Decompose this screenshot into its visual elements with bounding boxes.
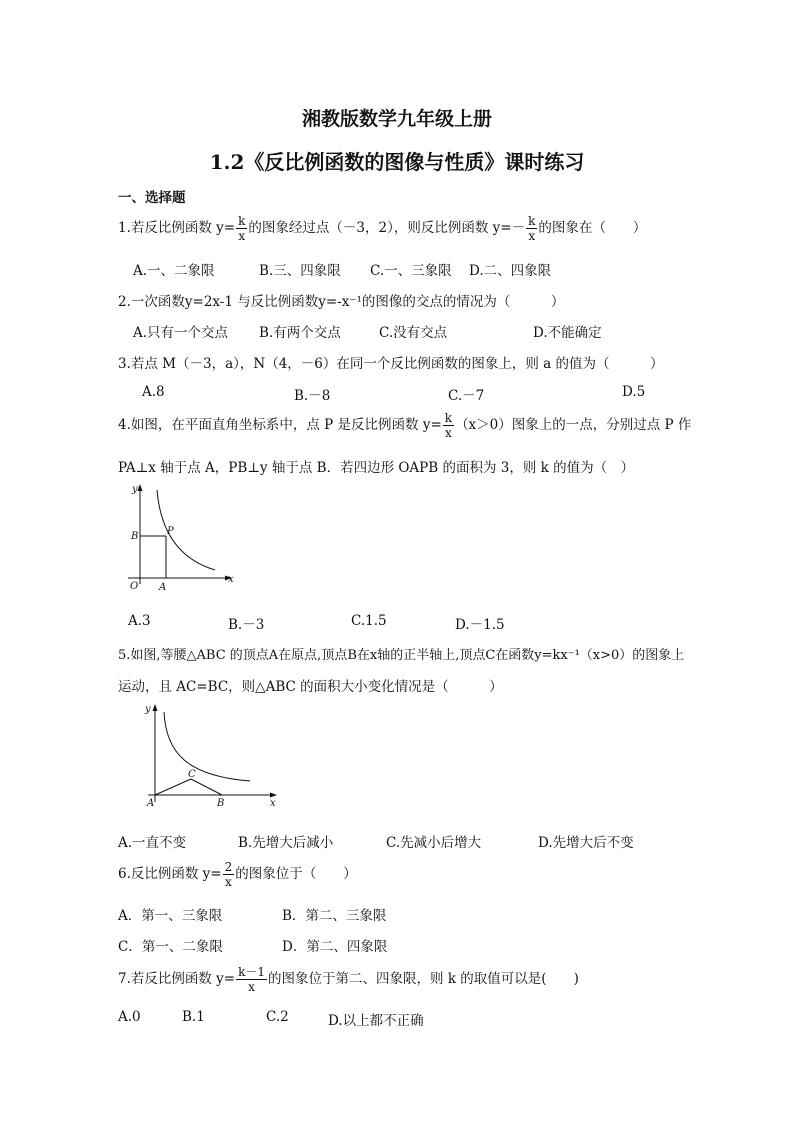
q6-text-a: 6.反比例函数 y= [118,866,222,882]
q1-option-a: A.一、二象限 [133,263,215,279]
q7-option-d: D.以上都不正确 [328,1013,424,1029]
fraction-k-over-x-3: $\frac{k}{x}$ [444,411,453,440]
fraction-k-minus-1-over-x: $\frac{k-1}{x}$ [238,965,266,994]
q5-option-d: D.先增大后不变 [538,835,634,851]
q7-option-b: B.1 [182,1009,205,1025]
q4-text-a: 4.如图，在平面直角坐标系中，点 P 是反比例函数 y= [118,417,442,433]
label-y: y [132,484,138,495]
label-y: y [145,704,151,715]
q1-text-a: 1.若反比例函数 y= [118,220,236,236]
q2-option-b: B.有两个交点 [259,325,341,341]
label-a: A [147,798,155,809]
segment-ac [155,779,191,795]
q3-option-d: D.5 [622,384,646,400]
question-5-line-2: 运动，且 AC=BC，则△ABC 的面积大小变化情况是（ ） [118,679,503,695]
q7-text-b: 的图象位于第二、四象限，则 k 的取值可以是( ) [268,971,579,987]
q4-option-d: D.－1.5 [455,617,505,633]
question-2: 2.一次函数y=2x-1 与反比例函数y=-x⁻¹的图像的交点的情况为（ ） [118,294,565,310]
fraction-2-over-x: $\frac{2}{x}$ [224,860,233,889]
q1-option-c: C.一、三象限 [370,263,452,279]
segment-cb [191,779,222,795]
document-title: 湘教版数学九年级上册 [301,108,492,130]
label-x: x [270,798,276,809]
fraction-k-over-x-2: $\frac{k}{x}$ [528,214,536,243]
question-1 [118,215,646,242]
label-b: B [131,531,139,542]
q6-option-c: C．第一、二象限 [118,939,223,955]
q1-option-d: D.二、四象限 [469,263,552,279]
question-3: 3.若点 M（－3，a），N（4，－6）在同一个反比例函数的图象上，则 a 的值为（ ） [118,356,664,372]
hyperbola-curve [164,712,250,781]
label-b: B [217,798,225,809]
fraction-k-over-x: $\frac{k}{x}$ [238,214,246,243]
q4-text-b: （x＞0）图象上的一点，分别过点 P 作 [455,417,692,433]
q6-option-b: B．第二、三象限 [282,908,387,924]
q7-text-a: 7.若反比例函数 y= [118,971,236,987]
q7-option-c: C.2 [266,1009,289,1025]
document-subtitle: 1.2《反比例函数的图像与性质》课时练习 [209,150,585,174]
label-p: P [167,526,174,537]
q2-option-c: C.没有交点 [379,325,448,341]
q1-option-b: B.三、四象限 [259,263,341,279]
q3-option-c: C.－7 [448,388,485,404]
q6-option-d: D．第二、四象限 [282,939,388,955]
q2-option-d: D.不能确定 [533,325,602,341]
q1-text-b: 的图象经过点（－3，2），则反比例函数 y=－ [248,220,526,236]
label-o: O [130,581,139,592]
q1-text-c: 的图象在（ ） [538,220,647,236]
q7-option-a: A.0 [118,1009,141,1025]
q3-option-a: A.8 [142,384,165,400]
section-heading: 一、选择题 [118,190,186,206]
question-7 [118,966,579,993]
q6-option-a: A．第一、三象限 [118,908,223,924]
q3-option-b: B.－8 [294,388,331,404]
q5-option-b: B.先增大后减小 [238,835,334,851]
label-c: C [188,769,196,780]
q5-option-c: C.先减小后增大 [386,835,482,851]
x-axis-arrow [270,793,277,798]
figure-q5-graph [138,702,282,812]
q4-option-b: B.－3 [228,617,265,633]
q4-option-c: C.1.5 [351,613,387,629]
question-6 [118,861,357,888]
question-4 [118,412,691,439]
y-axis-arrow [138,484,143,491]
q2-option-a: A.只有一个交点 [133,325,229,341]
q4-option-a: A.3 [128,613,151,629]
question-4-line-2: PA⊥x 轴于点 A，PB⊥y 轴于点 B．若四边形 OAPB 的面积为 3，则 k 的值为（ ） [118,460,635,476]
question-5: 5.如图,等腰△ABC 的顶点A在原点,顶点B在x轴的正半轴上,顶点C在函数y=kx⁻¹（x>0）的图象上 [118,648,685,663]
q6-text-b: 的图象位于（ ） [235,866,357,882]
y-axis-arrow [153,704,158,711]
figure-q4-graph [120,482,238,594]
q5-option-a: A.一直不变 [118,835,187,851]
label-x: x [228,574,234,585]
label-a: A [159,582,167,593]
